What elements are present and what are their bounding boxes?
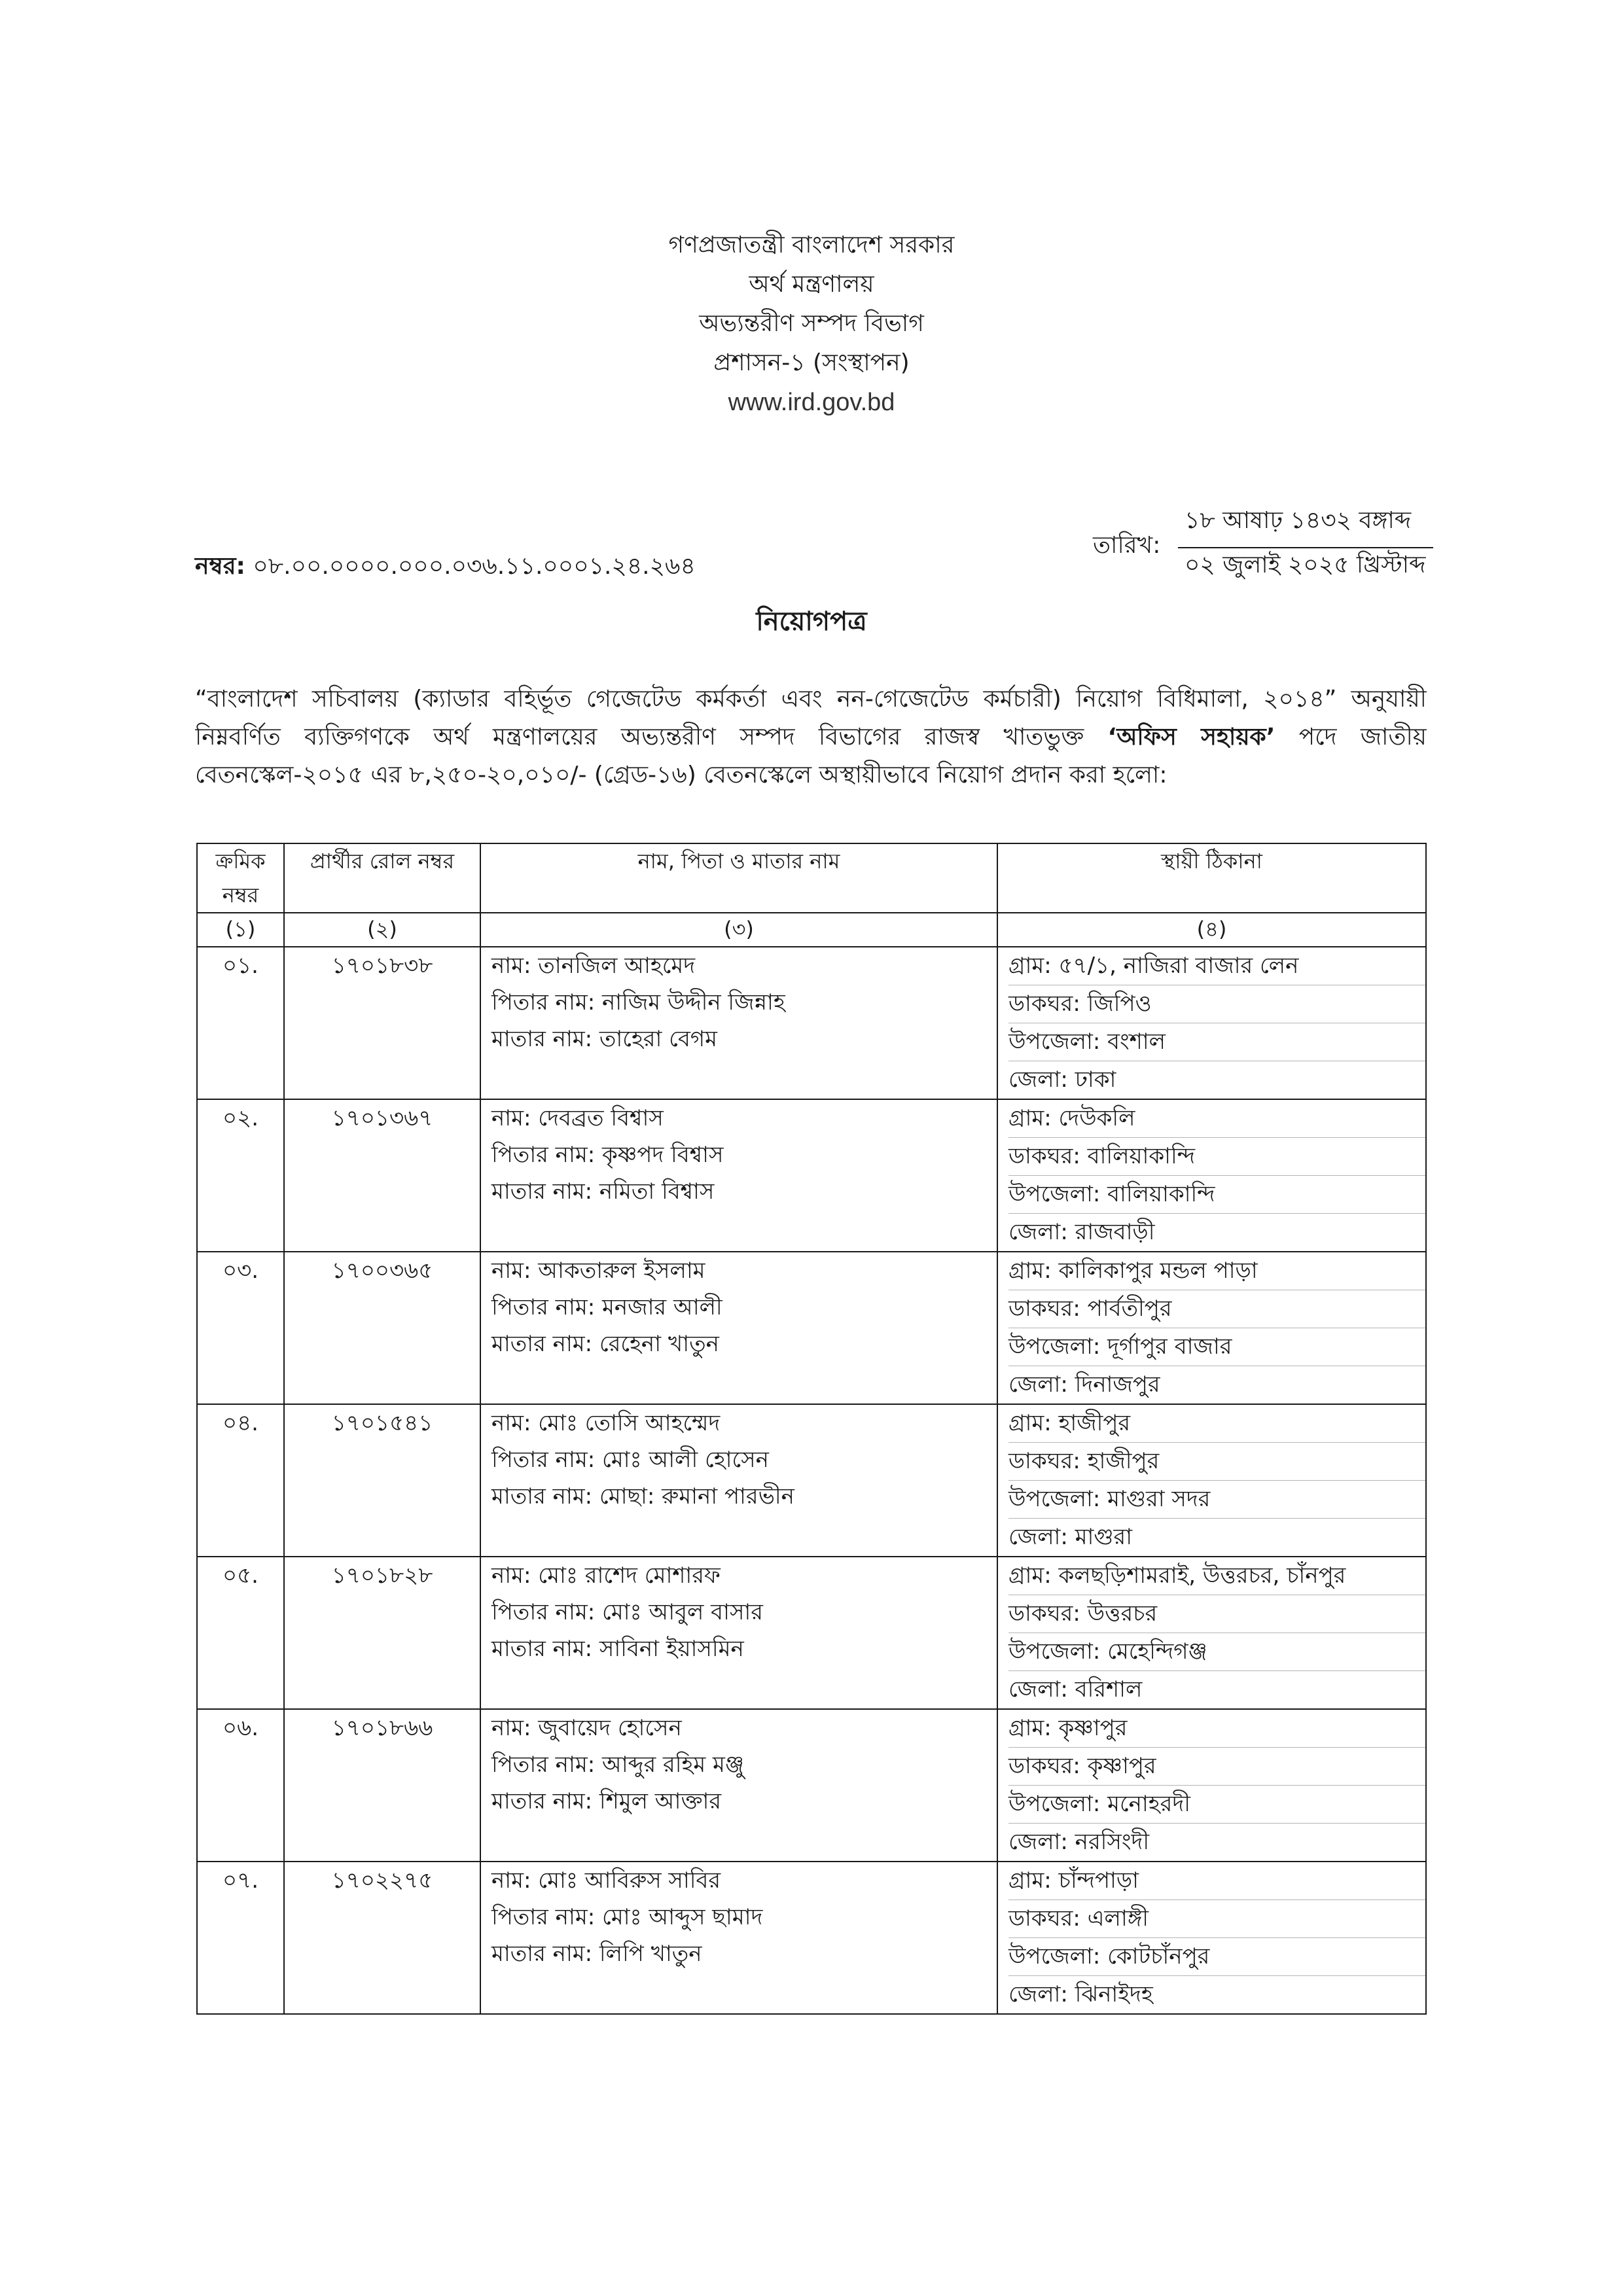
address-upazila: উপজেলা: কোটচাঁনপুর [1008, 1938, 1425, 1976]
father-name: পিতার নাম: মোঃ আলী হোসেন [491, 1447, 769, 1473]
address-district: জেলা: বরিশাল [1008, 1676, 1143, 1703]
candidate-name: নাম: মোঃ রাশেদ মোশারফ [491, 1563, 721, 1589]
name-cell [480, 1099, 997, 1252]
table-row [197, 1862, 1426, 2014]
father-name: পিতার নাম: কৃষ্ণপদ বিশ্বাস [491, 1142, 724, 1168]
header-roll [284, 843, 480, 913]
header-address-label: স্থায়ী ঠিকানা [1161, 849, 1262, 874]
header-serial-line-2: নম্বর [222, 883, 259, 908]
address-cell [997, 1862, 1426, 2014]
paragraph-line-2-end: পদে জাতীয় [1298, 724, 1427, 751]
address-district: জেলা: নরসিংদী [1008, 1829, 1150, 1855]
table-row [197, 1252, 1426, 1404]
father-name: পিতার নাম: মোঃ আবুল বাসার [491, 1599, 763, 1625]
appointment-table [196, 843, 1427, 2015]
name-cell [480, 947, 997, 1099]
address-cell [997, 947, 1426, 1099]
mother-name: মাতার নাম: লিপি খাতুন [491, 1941, 702, 1967]
mother-name: মাতার নাম: তাহেরা বেগম [491, 1026, 718, 1052]
address-post-office: ডাকঘর: জিপিও [1008, 985, 1425, 1023]
father-name: পিতার নাম: আব্দুর রহিম মঞ্জু [491, 1752, 744, 1778]
father-name: পিতার নাম: মনজার আলী [491, 1294, 722, 1320]
father-name: পিতার নাম: মোঃ আব্দুস ছামাদ [491, 1904, 763, 1930]
father-name: পিতার নাম: নাজিম উদ্দীন জিন্নাহ [491, 989, 785, 1016]
paragraph-line-1: “বাংলাদেশ সচিবালয় (ক্যাডার বহির্ভূত গেজেটেড কর্মকর্তা এবং নন-গেজেটেড কর্মচারী) নিয়োগ বিধিমালা, ২০১৪” অনুযায়ী [195, 686, 1427, 713]
mother-name: মাতার নাম: সাবিনা ইয়াসমিন [491, 1636, 744, 1662]
address-post-office: ডাকঘর: পার্বতীপুর [1008, 1290, 1425, 1328]
header-name-label: নাম, পিতা ও মাতার নাম [637, 849, 840, 874]
paragraph-line-3: বেতনস্কেল-২০১৫ এর ৮,২৫০-২০,০১০/- (গ্রেড-১৬) বেতনস্কেলে অস্থায়ীভাবে নিয়োগ প্রদান করা হলো: [195, 762, 1168, 788]
website-link[interactable]: www.ird.gov.bd [728, 389, 895, 416]
table-row [197, 1557, 1426, 1709]
address-village: গ্রাম: কালিকাপুর মন্ডল পাড়া [1008, 1252, 1425, 1290]
body-paragraph [195, 680, 1427, 794]
address-post-office: ডাকঘর: কৃষ্ণাপুর [1008, 1748, 1425, 1786]
address-district: জেলা: মাগুরা [1008, 1524, 1133, 1550]
table-row [197, 947, 1426, 1099]
post-name: ‘অফিস সহায়ক’ [1107, 724, 1275, 751]
government-name: গণপ্রজাতন্ত্রী বাংলাদেশ সরকার [668, 232, 955, 258]
memo-number-label: নম্বর: [195, 553, 245, 580]
serial-cell: ০৩. [197, 1252, 284, 1404]
roll-cell: ১৭০১৮২৮ [284, 1557, 480, 1709]
roll-cell: ১৭০১৮৬৬ [284, 1709, 480, 1862]
column-number: (৩) [480, 913, 997, 947]
header-address [997, 843, 1426, 913]
address-village: গ্রাম: ৫৭/১, নাজিরা বাজার লেন [1008, 947, 1425, 985]
column-number: (১) [197, 913, 284, 947]
address-village: গ্রাম: হাজীপুর [1008, 1405, 1425, 1443]
name-cell [480, 1862, 997, 2014]
serial-cell: ০৬. [197, 1709, 284, 1862]
roll-cell: ১৭০১৮৩৮ [284, 947, 480, 1099]
date-block [1093, 497, 1433, 589]
date-english: ০২ জুলাই ২০২৫ খ্রিস্টাব্দ [1185, 552, 1426, 578]
roll-cell: ১৭০১৩৬৭ [284, 1099, 480, 1252]
section-name: প্রশাসন-১ (সংস্থাপন) [713, 349, 910, 376]
date-bangla: ১৮ আষাঢ় ১৪৩২ বঙ্গাব্দ [1178, 503, 1433, 548]
mother-name: মাতার নাম: রেহেনা খাতুন [491, 1331, 719, 1357]
address-district: জেলা: ঝিনাইদহ [1008, 1981, 1153, 2007]
address-village: গ্রাম: কলছড়িশামরাই, উত্তরচর, চাঁনপুর [1008, 1557, 1425, 1595]
serial-cell: ০১. [197, 947, 284, 1099]
address-village: গ্রাম: দেউকলি [1008, 1100, 1425, 1138]
header-roll-label: প্রার্থীর রোল নম্বর [310, 849, 455, 874]
serial-cell: ০৭. [197, 1862, 284, 2014]
header-serial-line-1: ক্রমিক [215, 849, 266, 874]
candidate-name: নাম: আকতারুল ইসলাম [491, 1258, 705, 1284]
address-village: গ্রাম: চাঁন্দপাড়া [1008, 1862, 1425, 1900]
table-row [197, 1709, 1426, 1862]
address-post-office: ডাকঘর: এলাঙ্গী [1008, 1900, 1425, 1938]
memo-number-value: ০৮.০০.০০০০.০০০.০৩৬.১১.০০০১.২৪.২৬৪ [253, 553, 696, 580]
memo-number [195, 548, 696, 588]
roll-cell: ১৭০০৩৬৫ [284, 1252, 480, 1404]
address-district: জেলা: রাজবাড়ী [1008, 1219, 1155, 1245]
name-cell [480, 1709, 997, 1862]
header-serial [197, 843, 284, 913]
address-cell [997, 1557, 1426, 1709]
mother-name: মাতার নাম: শিমুল আক্তার [491, 1788, 722, 1814]
address-cell [997, 1252, 1426, 1404]
letterhead [0, 226, 1623, 422]
column-number: (৪) [997, 913, 1426, 947]
candidate-name: নাম: তানজিল আহমেদ [491, 953, 696, 979]
paragraph-line-2 [195, 718, 1427, 756]
address-upazila: উপজেলা: বংশাল [1008, 1023, 1425, 1061]
address-post-office: ডাকঘর: হাজীপুর [1008, 1443, 1425, 1481]
address-cell [997, 1099, 1426, 1252]
date-label: তারিখ: [1093, 532, 1161, 559]
candidate-name: নাম: মোঃ তোসি আহম্মেদ [491, 1410, 721, 1436]
address-post-office: ডাকঘর: বালিয়াকান্দি [1008, 1138, 1425, 1176]
table-header-row [197, 843, 1426, 913]
address-upazila: উপজেলা: বালিয়াকান্দি [1008, 1176, 1425, 1214]
roll-cell: ১৭০১৫৪১ [284, 1404, 480, 1557]
mother-name: মাতার নাম: মোছা: রুমানা পারভীন [491, 1483, 794, 1510]
candidate-name: নাম: মোঃ আবিরুস সাবির [491, 1867, 721, 1894]
table-row [197, 1099, 1426, 1252]
mother-name: মাতার নাম: নমিতা বিশ্বাস [491, 1178, 715, 1205]
ministry-name: অর্থ মন্ত্রণালয় [749, 271, 874, 298]
address-post-office: ডাকঘর: উত্তরচর [1008, 1595, 1425, 1633]
serial-cell: ০২. [197, 1099, 284, 1252]
address-upazila: উপজেলা: মাগুরা সদর [1008, 1481, 1425, 1519]
name-cell [480, 1404, 997, 1557]
address-village: গ্রাম: কৃষ্ণাপুর [1008, 1710, 1425, 1748]
address-upazila: উপজেলা: দূর্গাপুর বাজার [1008, 1328, 1425, 1366]
address-cell [997, 1404, 1426, 1557]
column-number: (২) [284, 913, 480, 947]
address-district: জেলা: ঢাকা [1008, 1067, 1116, 1093]
address-upazila: উপজেলা: মনোহরদী [1008, 1786, 1425, 1824]
header-name [480, 843, 997, 913]
serial-cell: ০৪. [197, 1404, 284, 1557]
serial-cell: ০৫. [197, 1557, 284, 1709]
name-cell [480, 1557, 997, 1709]
column-number-row [197, 913, 1426, 947]
roll-cell: ১৭০২২৭৫ [284, 1862, 480, 2014]
address-district: জেলা: দিনাজপুর [1008, 1371, 1160, 1398]
candidate-name: নাম: দেবব্রত বিশ্বাস [491, 1105, 664, 1131]
candidate-name: নাম: জুবায়েদ হোসেন [491, 1715, 682, 1741]
division-name: অভ্যন্তরীণ সম্পদ বিভাগ [699, 310, 924, 337]
table-row [197, 1404, 1426, 1557]
document-title: নিয়োগপত্র [756, 607, 867, 637]
address-cell [997, 1709, 1426, 1862]
paragraph-line-2-start: নিম্নবর্ণিত ব্যক্তিগণকে অর্থ মন্ত্রণালয়ের অভ্যন্তরীণ সম্পদ বিভাগের রাজস্ব খাতভুক্ত [195, 724, 1084, 751]
address-upazila: উপজেলা: মেহেন্দিগঞ্জ [1008, 1633, 1425, 1671]
name-cell [480, 1252, 997, 1404]
